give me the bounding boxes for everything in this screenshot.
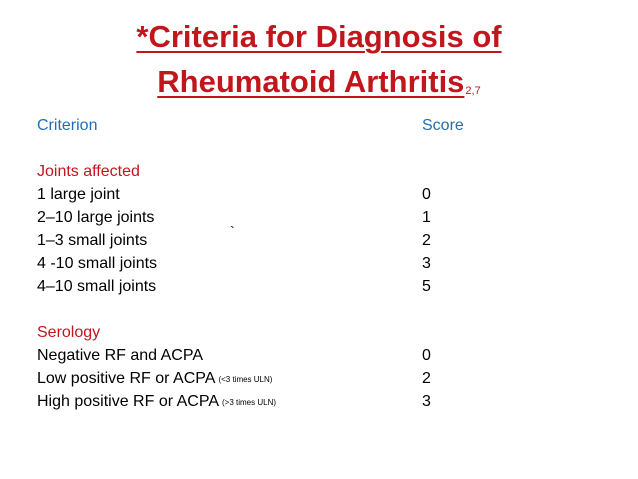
criterion-header: Criterion	[37, 117, 98, 134]
section-heading-joints: Joints affected	[37, 163, 140, 180]
criterion-label: 4 -10 small joints	[37, 255, 158, 272]
slide-title-line2: Rheumatoid Arthritis2,7	[157, 64, 481, 99]
table-row	[37, 391, 457, 413]
criterion-label: 4–10 small joints	[37, 278, 157, 295]
stray-backtick-mark: `	[230, 223, 235, 239]
title-superscript: 2,7	[465, 85, 481, 97]
table-row	[37, 253, 457, 275]
score-value: 1	[422, 209, 431, 226]
criterion-label: 2–10 large joints	[37, 209, 155, 226]
score-value: 2	[422, 232, 431, 249]
score-header: Score	[422, 117, 464, 134]
criterion-note: (<3 times ULN)	[218, 375, 273, 384]
table-row	[37, 345, 457, 367]
table-row	[37, 368, 457, 390]
table-row	[37, 276, 457, 298]
table-row	[37, 207, 457, 229]
score-value: 5	[422, 278, 431, 295]
criterion-label: High positive RF or ACPA	[37, 393, 219, 410]
table-row	[37, 184, 457, 206]
section-heading-serology: Serology	[37, 324, 101, 341]
criterion-label: Negative RF and ACPA	[37, 347, 204, 364]
column-header-row	[37, 115, 464, 137]
criterion-label: 1 large joint	[37, 186, 120, 203]
score-value: 3	[422, 393, 431, 410]
table-row	[37, 230, 457, 252]
score-value: 2	[422, 370, 431, 387]
slide-title-line1: *Criteria for Diagnosis of	[136, 19, 502, 54]
score-value: 0	[422, 347, 431, 364]
criterion-label: 1–3 small joints	[37, 232, 148, 249]
score-value: 3	[422, 255, 431, 272]
criterion-note: (>3 times ULN)	[222, 398, 277, 407]
score-value: 0	[422, 186, 431, 203]
criterion-label: Low positive RF or ACPA	[37, 370, 216, 387]
